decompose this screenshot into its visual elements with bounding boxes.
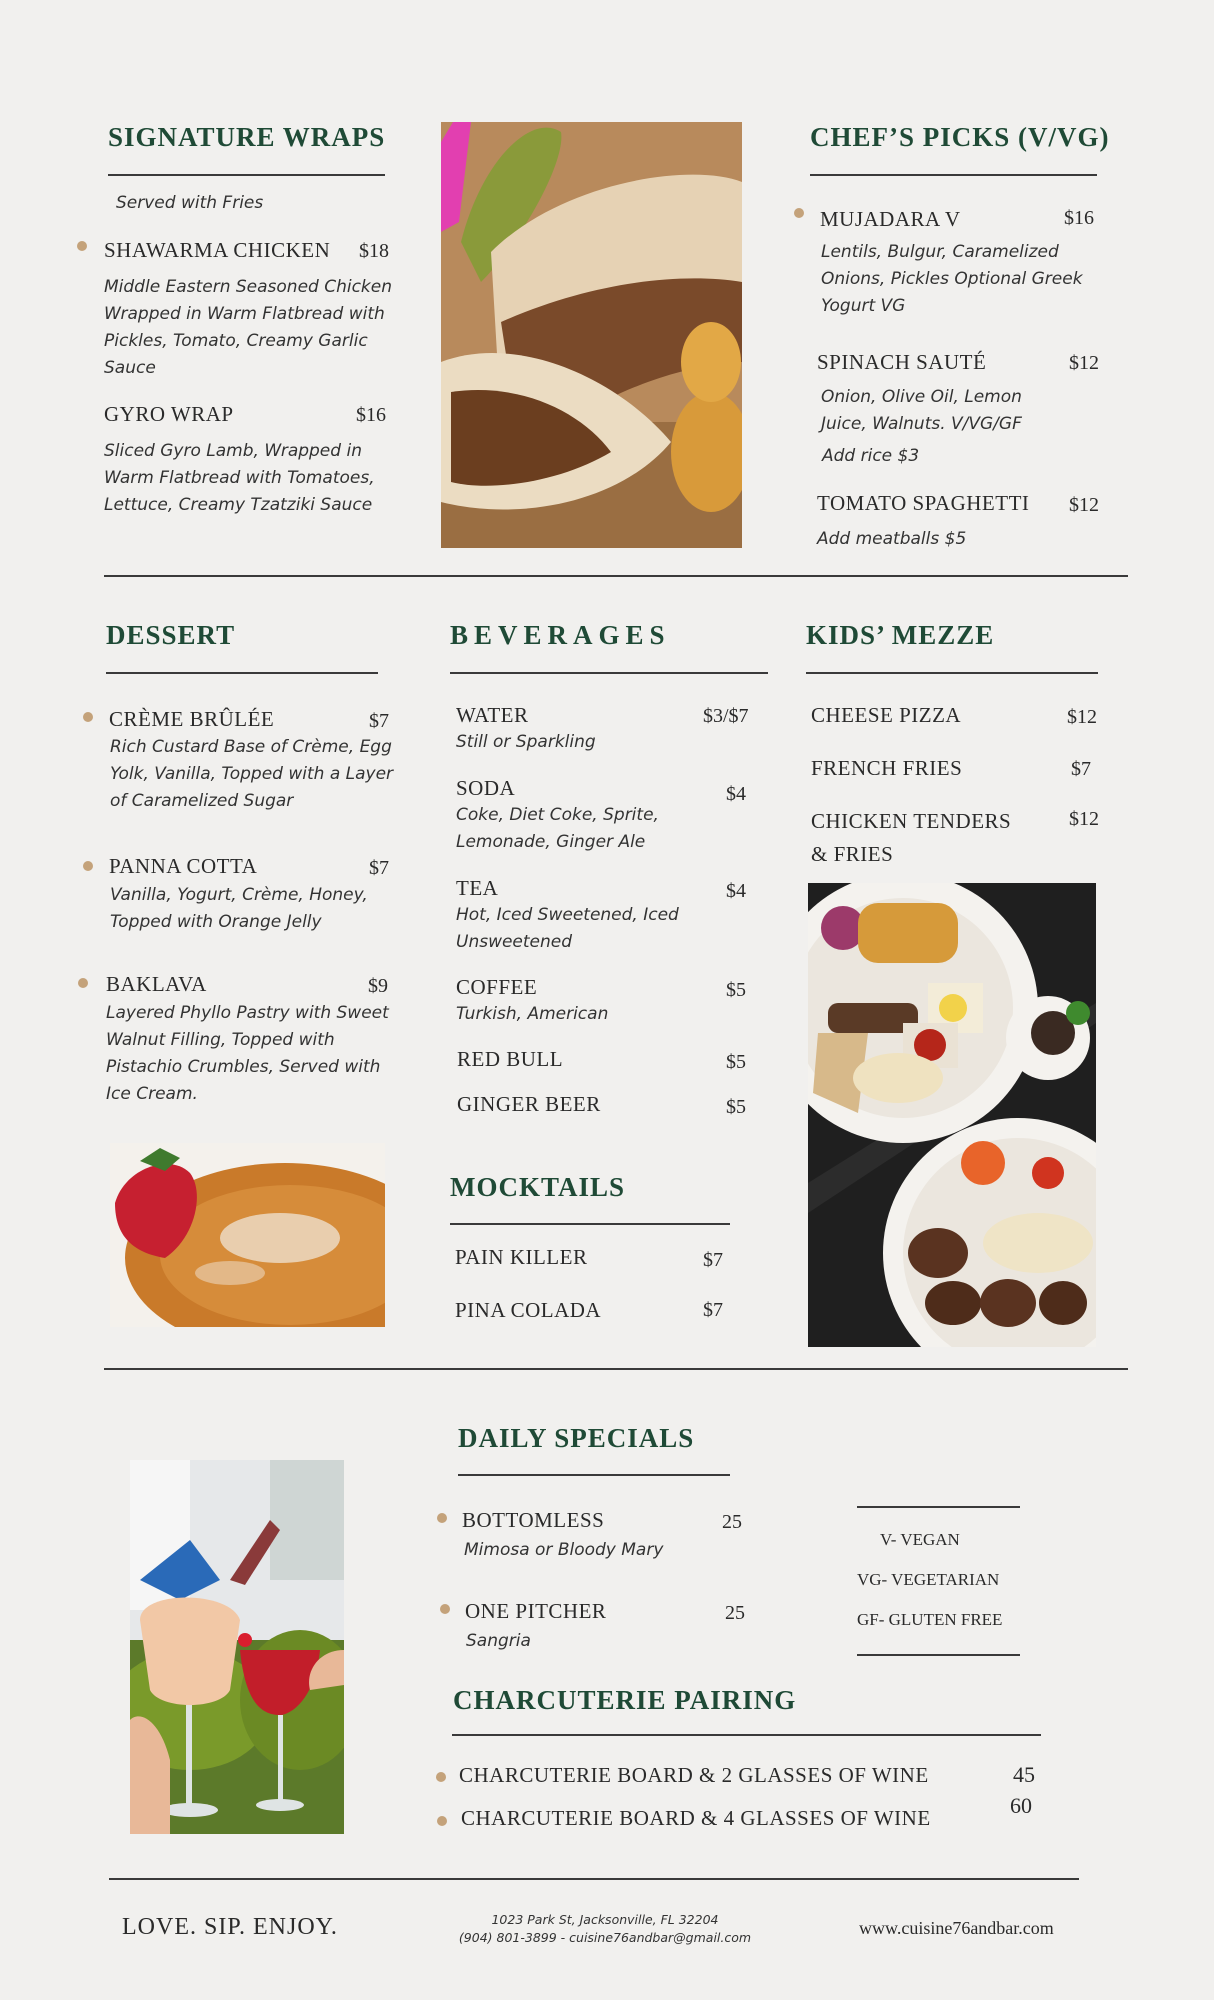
legend-divider xyxy=(857,1506,1020,1508)
menu-item-price: 45 xyxy=(1013,1762,1035,1787)
menu-item-price: $4 xyxy=(726,880,746,902)
platter-photo xyxy=(808,883,1096,1347)
divider xyxy=(450,1223,730,1225)
menu-item-price: $12 xyxy=(1069,494,1099,516)
menu-item-name: TEA xyxy=(456,876,499,900)
divider xyxy=(458,1474,730,1476)
menu-item-price: $7 xyxy=(703,1249,723,1271)
menu-item-desc: Vanilla, Yogurt, Crème, Honey, Topped with Orange Jelly xyxy=(110,885,368,932)
menu-item-extra: Add rice $3 xyxy=(822,446,920,466)
menu-item-desc: Sliced Gyro Lamb, Wrapped in Warm Flatbread with Tomatoes, Lettuce, Creamy Tzatziki Sauce xyxy=(104,441,375,515)
menu-item-price: $12 xyxy=(1069,808,1099,830)
menu-item-desc: Onion, Olive Oil, Lemon Juice, Walnuts. V/VG/GF xyxy=(821,387,1022,434)
bullet xyxy=(436,1772,446,1782)
menu-item-desc: Lentils, Bulgur, Caramelized Onions, Pickles Optional Greek Yogurt VG xyxy=(821,242,1083,316)
menu-item-price: 25 xyxy=(722,1511,742,1533)
legend-item: V- VEGAN xyxy=(880,1530,960,1549)
divider xyxy=(806,672,1098,674)
menu-item-desc: Add meatballs $5 xyxy=(817,529,967,549)
menu-item-price: $4 xyxy=(726,783,746,805)
menu-item-name: GYRO WRAP xyxy=(104,402,234,426)
cocktails-image xyxy=(130,1460,344,1834)
divider xyxy=(450,672,768,674)
menu-item-price: $5 xyxy=(726,1051,746,1073)
cocktail-photo xyxy=(130,1460,344,1834)
legend-item: GF- GLUTEN FREE xyxy=(857,1610,1003,1629)
menu-item-name: GINGER BEER xyxy=(457,1092,601,1116)
menu-item-price: $7 xyxy=(703,1299,723,1321)
menu-item-price: $5 xyxy=(726,1096,746,1118)
menu-item-name: MUJADARA V xyxy=(820,207,961,231)
wraps-note: Served with Fries xyxy=(116,193,264,213)
legend-item: VG- VEGETARIAN xyxy=(857,1570,1000,1589)
wraps-title: SIGNATURE WRAPS xyxy=(108,122,386,152)
bullet xyxy=(78,978,88,988)
menu-item-desc: Rich Custard Base of Crème, Egg Yolk, Vanilla, Topped with a Layer of Caramelized Sugar xyxy=(110,737,394,811)
footer-contact-block xyxy=(440,1911,770,1947)
menu-item-price: $7 xyxy=(1071,758,1091,780)
menu-item-name: RED BULL xyxy=(457,1047,564,1071)
footer-address: 1023 Park St, Jacksonville, FL 32204 xyxy=(491,1912,719,1927)
bullet xyxy=(77,241,87,251)
menu-item-name: CRÈME BRÛLÉE xyxy=(109,707,275,731)
daily-title: DAILY SPECIALS xyxy=(458,1423,695,1453)
menu-item-name: CHEESE PIZZA xyxy=(811,703,962,727)
mezze-platter-image xyxy=(808,883,1096,1347)
menu-item-price: $5 xyxy=(726,979,746,1001)
menu-item-name: WATER xyxy=(456,703,529,727)
menu-item-name: SHAWARMA CHICKEN xyxy=(104,238,331,262)
menu-item-desc: Turkish, American xyxy=(456,1004,609,1024)
menu-item-price: $9 xyxy=(368,975,388,997)
menu-item-desc: Layered Phyllo Pastry with Sweet Walnut Filling, Topped with Pistachio Crumbles, Served with Ice Cream. xyxy=(106,1003,389,1104)
legend-divider xyxy=(857,1654,1020,1656)
menu-item-name: TOMATO SPAGHETTI xyxy=(817,491,1030,515)
section-divider xyxy=(104,575,1128,577)
divider xyxy=(810,174,1097,176)
menu-item-name: CHARCUTERIE BOARD & 2 GLASSES OF WINE xyxy=(459,1763,929,1787)
menu-item-price: $7 xyxy=(369,857,389,879)
menu-item-name: PINA COLADA xyxy=(455,1298,602,1322)
bullet xyxy=(440,1604,450,1614)
menu-item-name: FRENCH FRIES xyxy=(811,756,963,780)
bullet xyxy=(437,1816,447,1826)
menu-item-desc: Sangria xyxy=(466,1631,531,1651)
bullet xyxy=(83,712,93,722)
menu-item-price: $12 xyxy=(1067,706,1097,728)
menu-item-price: $18 xyxy=(359,240,389,262)
menu-item-desc: Middle Eastern Seasoned Chicken Wrapped in Warm Flatbread with Pickles, Tomato, Creamy Garlic Sauce xyxy=(104,277,393,378)
menu-item-name: CHICKEN TENDERS xyxy=(811,809,1012,833)
menu-item-price: $12 xyxy=(1069,352,1099,374)
dessert-title: DESSERT xyxy=(106,620,236,650)
menu-item-name: COFFEE xyxy=(456,975,538,999)
menu-item-name-cont: & FRIES xyxy=(811,842,894,866)
kids-title: KIDS’ MEZZE xyxy=(806,620,995,650)
menu-item-name: SODA xyxy=(456,776,516,800)
creme-brulee-image xyxy=(110,1143,385,1327)
bullet xyxy=(83,861,93,871)
menu-item-price: $16 xyxy=(356,404,386,426)
menu-item-name: BAKLAVA xyxy=(106,972,207,996)
menu-item-desc: Hot, Iced Sweetened, Iced Unsweetened xyxy=(456,905,679,952)
menu-item-price: $3/$7 xyxy=(703,705,749,727)
menu-item-price: 60 xyxy=(1010,1793,1032,1818)
beverages-title: BEVERAGES xyxy=(450,620,671,650)
menu-item-price: $16 xyxy=(1064,207,1094,229)
section-divider xyxy=(104,1368,1128,1370)
menu-item-desc: Coke, Diet Coke, Sprite, Lemonade, Ginger Ale xyxy=(456,805,659,852)
menu-item-name: PANNA COTTA xyxy=(109,854,258,878)
creme-brulee-photo xyxy=(110,1143,385,1327)
mocktails-title: MOCKTAILS xyxy=(450,1172,626,1202)
divider xyxy=(106,672,378,674)
menu-item-name: PAIN KILLER xyxy=(455,1245,588,1269)
bullet xyxy=(794,208,804,218)
menu-item-name: ONE PITCHER xyxy=(465,1599,607,1623)
charcuterie-title: CHARCUTERIE PAIRING xyxy=(453,1685,797,1715)
bullet xyxy=(437,1513,447,1523)
menu-item-desc: Still or Sparkling xyxy=(456,732,596,752)
shawarma-wrap-image xyxy=(441,122,742,548)
menu-item-price: $7 xyxy=(369,710,389,732)
menu-item-name: SPINACH SAUTÉ xyxy=(817,350,987,374)
menu-item-name: CHARCUTERIE BOARD & 4 GLASSES OF WINE xyxy=(461,1806,931,1830)
menu-item-name: BOTTOMLESS xyxy=(462,1508,605,1532)
menu-item-price: 25 xyxy=(725,1602,745,1624)
chefs-title: CHEF’S PICKS (V/VG) xyxy=(810,122,1110,152)
divider xyxy=(108,174,385,176)
menu-item-desc: Mimosa or Bloody Mary xyxy=(464,1540,664,1560)
divider xyxy=(452,1734,1041,1736)
footer-contact: (904) 801-3899 - cuisine76andbar@gmail.com xyxy=(458,1930,752,1945)
tagline: LOVE. SIP. ENJOY. xyxy=(122,1914,338,1940)
wrap-photo xyxy=(441,122,742,548)
footer-divider xyxy=(109,1878,1079,1880)
website-link[interactable]: www.cuisine76andbar.com xyxy=(859,1918,1054,1938)
